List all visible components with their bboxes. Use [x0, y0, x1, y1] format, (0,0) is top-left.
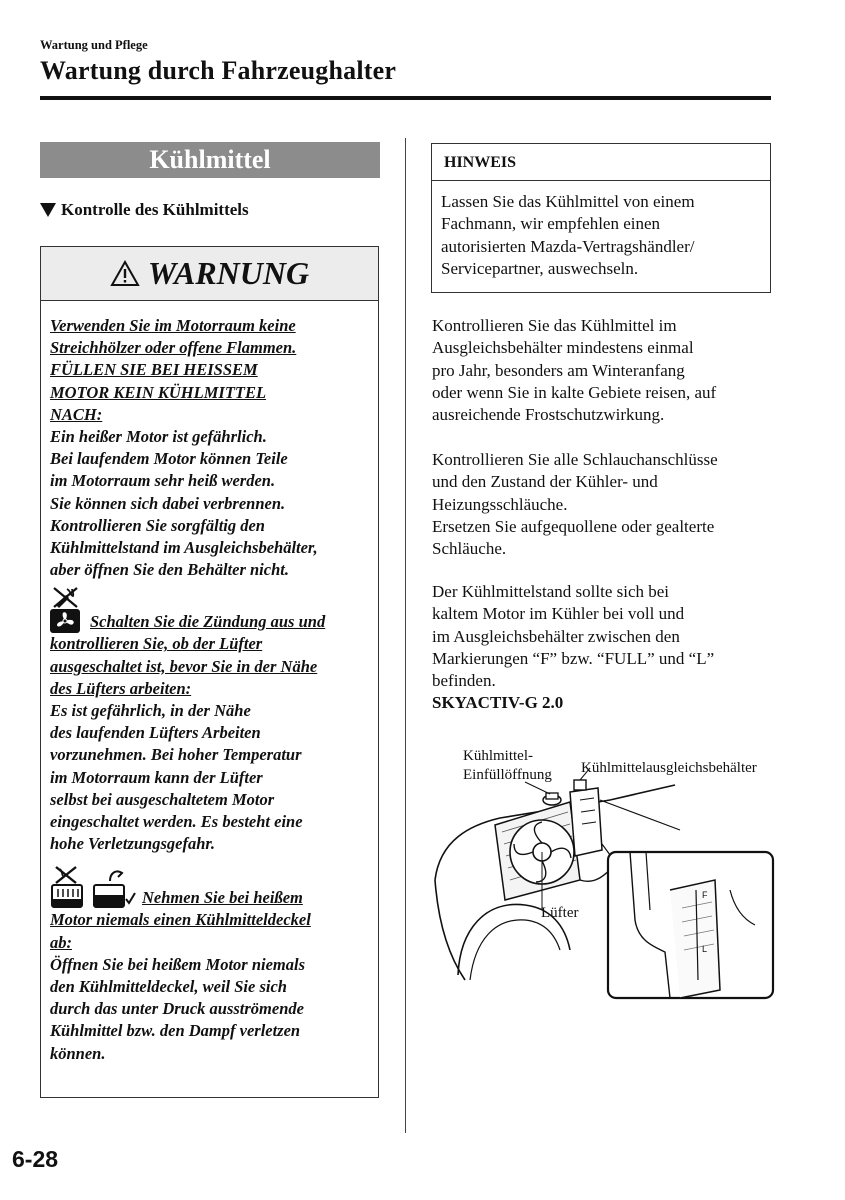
- text-line: Heizungsschläuche.: [432, 494, 568, 514]
- text-line: Markierungen “F” bzw. “FULL” und “L”: [432, 648, 715, 668]
- no-fire-icon: [50, 585, 80, 609]
- warning-line: des Lüfters arbeiten:: [50, 678, 192, 698]
- fan-icon: [50, 609, 80, 633]
- engine-model-label: SKYACTIV-G 2.0: [432, 693, 564, 713]
- warning-line: des laufenden Lüfters Arbeiten: [50, 723, 261, 743]
- note-line: Lassen Sie das Kühlmittel von einem: [441, 192, 695, 211]
- warning-line: ausgeschaltet ist, bevor Sie in der Nähe: [50, 656, 318, 676]
- text-line: Kontrollieren Sie alle Schlauchanschlüsse: [432, 450, 718, 469]
- text-line: und den Zustand der Kühler- und: [432, 472, 658, 492]
- label-fan: Lüfter: [541, 905, 579, 921]
- svg-text:F: F: [702, 890, 708, 900]
- text-line: befinden.: [432, 671, 496, 691]
- warning-body: [50, 315, 375, 1065]
- warning-line: selbst bei ausgeschaltetem Motor: [50, 789, 275, 809]
- text-line: Einfüllöffnung: [463, 767, 552, 783]
- label-reservoir: Kühlmittelausgleichsbehälter: [581, 760, 757, 776]
- warning-line: kontrollieren Sie, ob der Lüfter: [50, 634, 263, 654]
- note-body: [441, 191, 763, 280]
- warning-line: können.: [50, 1043, 106, 1063]
- text-line: Schläuche.: [432, 539, 507, 559]
- warning-triangle-icon: [110, 260, 140, 287]
- warning-line: Nehmen Sie bei heißem: [142, 888, 303, 908]
- text-line: oder wenn Sie in kalte Gebiete reisen, auf: [432, 382, 717, 402]
- text-line: ausreichende Frostschutzwirkung.: [432, 405, 665, 425]
- text-line: im Ausgleichsbehälter zwischen den: [432, 626, 680, 646]
- warning-line: Ein heißer Motor ist gefährlich.: [50, 427, 267, 447]
- header-rule: [40, 96, 771, 100]
- warning-line: eingeschaltet werden. Es besteht eine: [50, 812, 303, 832]
- warning-line: Streichhölzer oder offene Flammen.: [50, 338, 297, 358]
- warning-box: [40, 246, 379, 1098]
- note-title: HINWEIS: [432, 144, 770, 181]
- warning-line: hohe Verletzungsgefahr.: [50, 834, 216, 854]
- column-divider: [405, 138, 406, 1133]
- note-line: autorisierten Mazda-Vertragshändler/: [441, 236, 695, 256]
- warning-line: Es ist gefährlich, in der Nähe: [50, 701, 251, 721]
- warning-line: den Kühlmitteldeckel, weil Sie sich: [50, 977, 287, 997]
- paragraph-check-frequency: [432, 315, 772, 426]
- paragraph-check-hoses: [432, 449, 772, 560]
- no-open-hot-cap-icon: [50, 865, 88, 909]
- text-line: kaltem Motor im Kühler bei voll und: [432, 604, 685, 624]
- text-line: pro Jahr, besonders am Winteranfang: [432, 360, 685, 380]
- warning-line: FÜLLEN SIE BEI HEISSEM: [50, 360, 258, 380]
- warning-line: Motor niemals einen Kühlmitteldeckel: [50, 910, 311, 930]
- warning-line: NACH:: [50, 404, 103, 424]
- warning-line: Bei laufendem Motor können Teile: [50, 449, 288, 469]
- warning-line: Kontrollieren Sie sorgfältig den: [50, 515, 265, 535]
- engine-bay-illustration: [430, 740, 775, 1000]
- section-label: Wartung und Pflege: [40, 38, 148, 52]
- warning-line: MOTOR KEIN KÜHLMITTEL: [50, 382, 267, 402]
- subheading: [40, 200, 249, 220]
- subheading-text: Kontrolle des Kühlmittels: [61, 200, 249, 219]
- warning-line: im Motorraum sehr heiß werden.: [50, 471, 276, 491]
- text-line: Der Kühlmittelstand sollte sich bei: [432, 582, 670, 601]
- text-line: Ersetzen Sie aufgequollene oder gealterte: [432, 516, 715, 536]
- warning-line: ab:: [50, 932, 72, 952]
- section-banner: Kühlmittel: [40, 142, 380, 178]
- warning-header: [41, 247, 378, 301]
- page-number: 6-28: [12, 1146, 59, 1172]
- warning-line: durch das unter Druck ausströmende: [50, 999, 304, 1019]
- triangle-bullet-icon: [40, 203, 56, 217]
- text-line: Kontrollieren Sie das Kühlmittel im: [432, 316, 677, 335]
- warning-line: Verwenden Sie im Motorraum keine: [50, 316, 296, 335]
- warning-line: Sie können sich dabei verbrennen.: [50, 493, 286, 513]
- warning-line: Öffnen Sie bei heißem Motor niemals: [50, 954, 305, 974]
- warning-line: Kühlmittelstand im Ausgleichsbehälter,: [50, 538, 318, 558]
- warning-line: aber öffnen Sie den Behälter nicht.: [50, 560, 289, 580]
- note-box: [431, 143, 771, 293]
- warning-line: Schalten Sie die Zündung aus und: [90, 612, 326, 632]
- warning-line: Kühlmittel bzw. den Dampf verletzen: [50, 1021, 301, 1041]
- warning-line: vorzunehmen. Bei hoher Temperatur: [50, 745, 302, 765]
- note-line: Servicepartner, auswechseln.: [441, 258, 639, 278]
- note-line: Fachmann, wir empfehlen einen: [441, 214, 661, 234]
- paragraph-coolant-level: [432, 581, 772, 715]
- page-title: Wartung durch Fahrzeughalter: [40, 56, 397, 85]
- svg-text:L: L: [702, 944, 708, 954]
- open-cold-cap-icon: [92, 865, 136, 909]
- text-line: Ausgleichsbehälter mindestens einmal: [432, 338, 694, 358]
- text-line: Kühlmittel-: [463, 748, 533, 764]
- warning-title: WARNUNG: [147, 255, 310, 291]
- warning-line: im Motorraum kann der Lüfter: [50, 767, 263, 787]
